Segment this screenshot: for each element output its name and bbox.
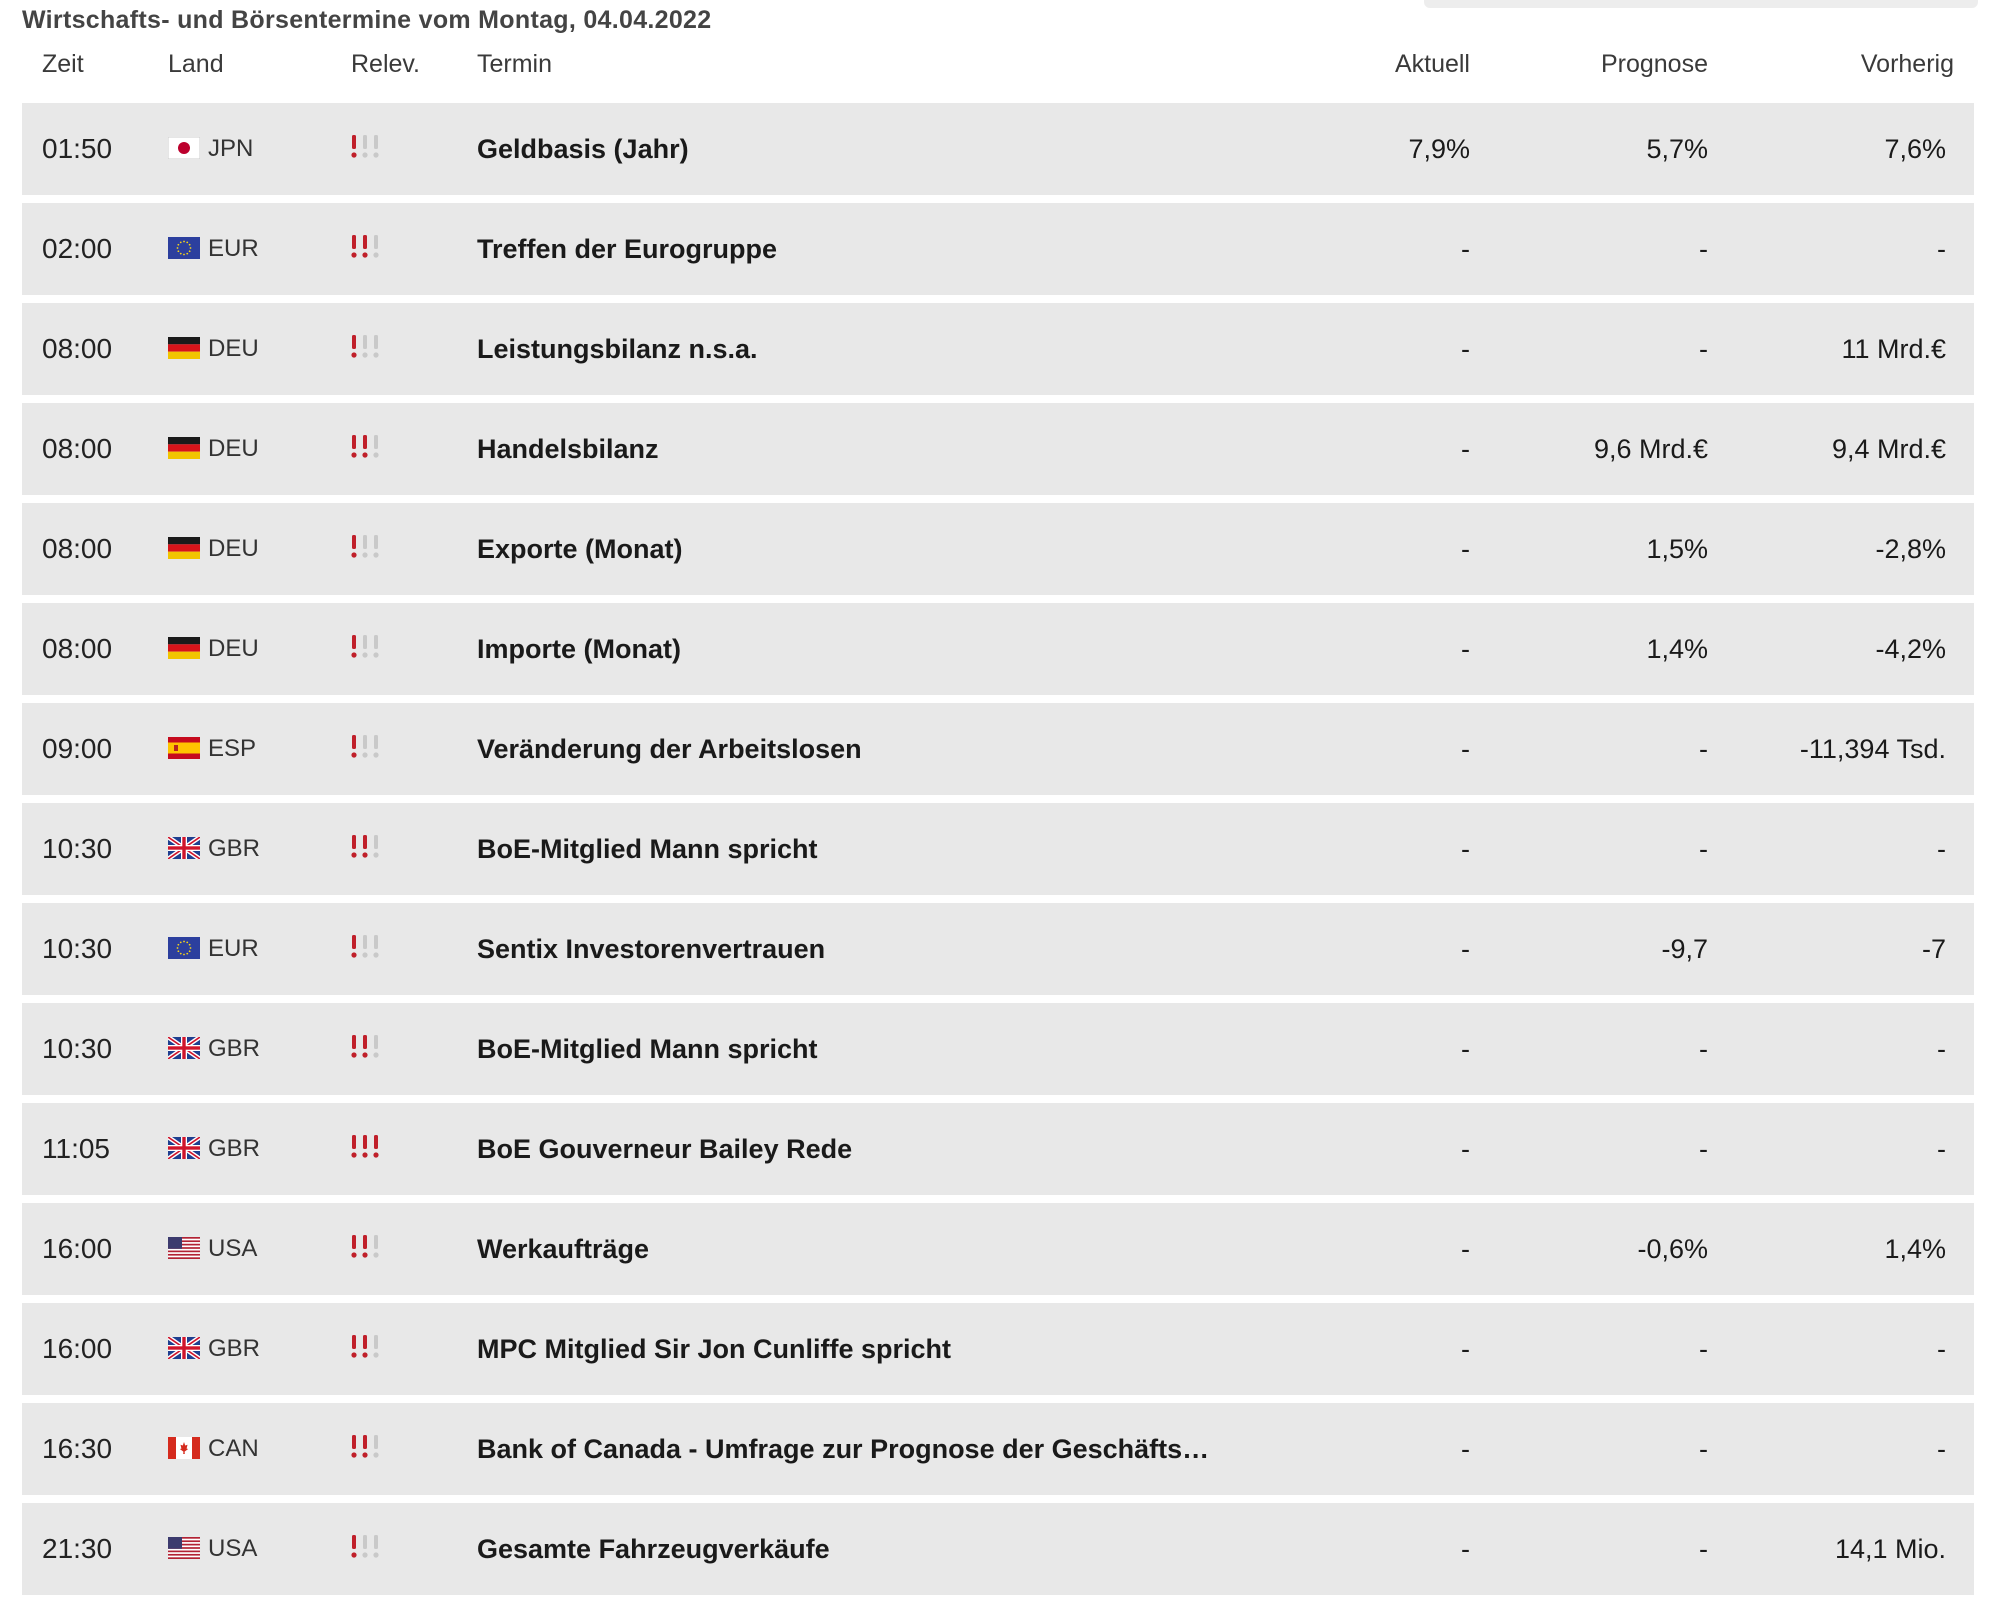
germany-flag-icon xyxy=(168,637,200,659)
table-header xyxy=(22,44,1974,88)
uk-flag-icon xyxy=(168,1137,200,1159)
actual-value: - xyxy=(1461,434,1470,464)
event-title[interactable]: Exporte (Monat) xyxy=(477,534,683,564)
column-header-time: Zeit xyxy=(42,50,84,78)
previous-value: - xyxy=(1937,1134,1946,1164)
column-header-event: Termin xyxy=(477,50,553,78)
previous-value: 11 Mrd.€ xyxy=(1841,334,1946,364)
forecast-value: - xyxy=(1699,334,1708,364)
forecast-value: - xyxy=(1699,1034,1708,1064)
actual-value: - xyxy=(1461,1234,1470,1264)
table-row[interactable] xyxy=(22,603,1974,695)
column-header-actual: Aktuell xyxy=(1394,50,1470,78)
event-title[interactable]: BoE Gouverneur Bailey Rede xyxy=(477,1134,853,1164)
table-row[interactable] xyxy=(22,103,1974,195)
previous-value: - xyxy=(1937,834,1946,864)
event-time: 08:00 xyxy=(42,433,113,464)
forecast-value: - xyxy=(1699,734,1708,764)
spain-flag-icon xyxy=(168,737,200,759)
previous-value: -2,8% xyxy=(1875,534,1946,564)
column-header-previous: Vorherig xyxy=(1860,50,1954,78)
country-code: EUR xyxy=(208,235,259,262)
forecast-value: - xyxy=(1699,234,1708,264)
table-row[interactable] xyxy=(22,1503,1974,1595)
event-time: 21:30 xyxy=(42,1533,113,1564)
country-code: EUR xyxy=(208,935,259,962)
table-row[interactable] xyxy=(22,903,1974,995)
uk-flag-icon xyxy=(168,1037,200,1059)
previous-value: 1,4% xyxy=(1884,1234,1946,1264)
actual-value: - xyxy=(1461,734,1470,764)
event-title[interactable]: Werkaufträge xyxy=(477,1234,650,1264)
actual-value: 7,9% xyxy=(1408,134,1470,164)
actual-value: - xyxy=(1461,234,1470,264)
country-code: CAN xyxy=(208,1435,259,1462)
previous-value: 9,4 Mrd.€ xyxy=(1831,434,1946,464)
previous-value: -11,394 Tsd. xyxy=(1799,734,1946,764)
event-title[interactable]: MPC Mitglied Sir Jon Cunliffe spricht xyxy=(477,1334,952,1364)
actual-value: - xyxy=(1461,934,1470,964)
forecast-value: -0,6% xyxy=(1637,1234,1708,1264)
previous-value: 14,1 Mio. xyxy=(1834,1534,1946,1564)
actual-value: - xyxy=(1461,1534,1470,1564)
previous-value: -4,2% xyxy=(1875,634,1946,664)
country-code: GBR xyxy=(208,1135,261,1162)
forecast-value: - xyxy=(1699,1334,1708,1364)
country-code: USA xyxy=(208,1535,258,1562)
germany-flag-icon xyxy=(168,337,200,359)
country-code: USA xyxy=(208,1235,258,1262)
forecast-value: - xyxy=(1699,1534,1708,1564)
country-code: DEU xyxy=(208,635,259,662)
forecast-value: - xyxy=(1699,1134,1708,1164)
top-right-tab-edge xyxy=(1424,0,1978,8)
forecast-value: 1,5% xyxy=(1646,534,1708,564)
japan-flag-icon xyxy=(168,137,200,159)
event-time: 16:30 xyxy=(42,1433,113,1464)
event-title[interactable]: Veränderung der Arbeitslosen xyxy=(477,734,862,764)
column-header-country: Land xyxy=(168,50,224,78)
table-row[interactable] xyxy=(22,1403,1974,1495)
actual-value: - xyxy=(1461,1334,1470,1364)
country-code: DEU xyxy=(208,535,259,562)
germany-flag-icon xyxy=(168,437,200,459)
table-row[interactable] xyxy=(22,1303,1974,1395)
event-title[interactable]: Sentix Investorenvertrauen xyxy=(477,934,826,964)
table-row[interactable] xyxy=(22,1203,1974,1295)
canada-flag-icon xyxy=(168,1437,200,1459)
actual-value: - xyxy=(1461,334,1470,364)
table-row[interactable] xyxy=(22,803,1974,895)
country-code: DEU xyxy=(208,435,259,462)
table-row[interactable] xyxy=(22,303,1974,395)
event-time: 11:05 xyxy=(42,1133,110,1164)
forecast-value: - xyxy=(1699,834,1708,864)
table-row[interactable] xyxy=(22,503,1974,595)
event-title[interactable]: Handelsbilanz xyxy=(477,434,659,464)
germany-flag-icon xyxy=(168,537,200,559)
actual-value: - xyxy=(1461,834,1470,864)
country-code: GBR xyxy=(208,1035,261,1062)
event-time: 02:00 xyxy=(42,233,113,264)
usa-flag-icon xyxy=(168,1237,200,1259)
previous-value: - xyxy=(1937,1334,1946,1364)
event-time: 01:50 xyxy=(42,133,113,164)
event-time: 08:00 xyxy=(42,633,113,664)
column-header-relevance: Relev. xyxy=(351,50,421,78)
event-time: 10:30 xyxy=(42,933,113,964)
country-code: DEU xyxy=(208,335,259,362)
forecast-value: - xyxy=(1699,1434,1708,1464)
event-title[interactable]: BoE-Mitglied Mann spricht xyxy=(477,1034,818,1064)
country-code: GBR xyxy=(208,1335,261,1362)
event-title[interactable]: BoE-Mitglied Mann spricht xyxy=(477,834,818,864)
event-time: 10:30 xyxy=(42,1033,113,1064)
previous-value: - xyxy=(1937,1034,1946,1064)
page-title: Wirtschafts- und Börsentermine vom Montag, 04.04.2022 xyxy=(22,6,712,34)
previous-value: - xyxy=(1937,1434,1946,1464)
actual-value: - xyxy=(1461,1034,1470,1064)
events-table xyxy=(22,103,1974,1603)
usa-flag-icon xyxy=(168,1537,200,1559)
event-title[interactable]: Importe (Monat) xyxy=(477,634,681,664)
event-time: 08:00 xyxy=(42,533,113,564)
country-code: JPN xyxy=(208,135,254,162)
forecast-value: -9,7 xyxy=(1661,934,1708,964)
actual-value: - xyxy=(1461,1134,1470,1164)
event-time: 08:00 xyxy=(42,333,113,364)
uk-flag-icon xyxy=(168,837,200,859)
previous-value: - xyxy=(1937,234,1946,264)
country-code: GBR xyxy=(208,835,261,862)
uk-flag-icon xyxy=(168,1337,200,1359)
table-row[interactable] xyxy=(22,203,1974,295)
forecast-value: 5,7% xyxy=(1646,134,1708,164)
forecast-value: 1,4% xyxy=(1646,634,1708,664)
country-code: ESP xyxy=(208,735,257,762)
actual-value: - xyxy=(1461,1434,1470,1464)
previous-value: 7,6% xyxy=(1884,134,1946,164)
table-row[interactable] xyxy=(22,403,1974,495)
event-time: 10:30 xyxy=(42,833,113,864)
table-row[interactable] xyxy=(22,1003,1974,1095)
actual-value: - xyxy=(1461,534,1470,564)
event-title[interactable]: Treffen der Eurogruppe xyxy=(477,234,778,264)
forecast-value: 9,6 Mrd.€ xyxy=(1593,434,1708,464)
eu-flag-icon xyxy=(168,237,200,259)
table-row[interactable] xyxy=(22,703,1974,795)
column-header-forecast: Prognose xyxy=(1600,50,1708,78)
event-time: 16:00 xyxy=(42,1333,113,1364)
event-title[interactable]: Bank of Canada - Umfrage zur Prognose der Geschäfts… xyxy=(477,1434,1210,1464)
event-time: 16:00 xyxy=(42,1233,113,1264)
eu-flag-icon xyxy=(168,937,200,959)
event-title[interactable]: Leistungsbilanz n.s.a. xyxy=(477,334,758,364)
previous-value: -7 xyxy=(1921,934,1946,964)
event-title[interactable]: Geldbasis (Jahr) xyxy=(477,134,689,164)
actual-value: - xyxy=(1461,634,1470,664)
event-time: 09:00 xyxy=(42,733,113,764)
event-title[interactable]: Gesamte Fahrzeugverkäufe xyxy=(477,1534,830,1564)
table-row[interactable] xyxy=(22,1103,1974,1195)
